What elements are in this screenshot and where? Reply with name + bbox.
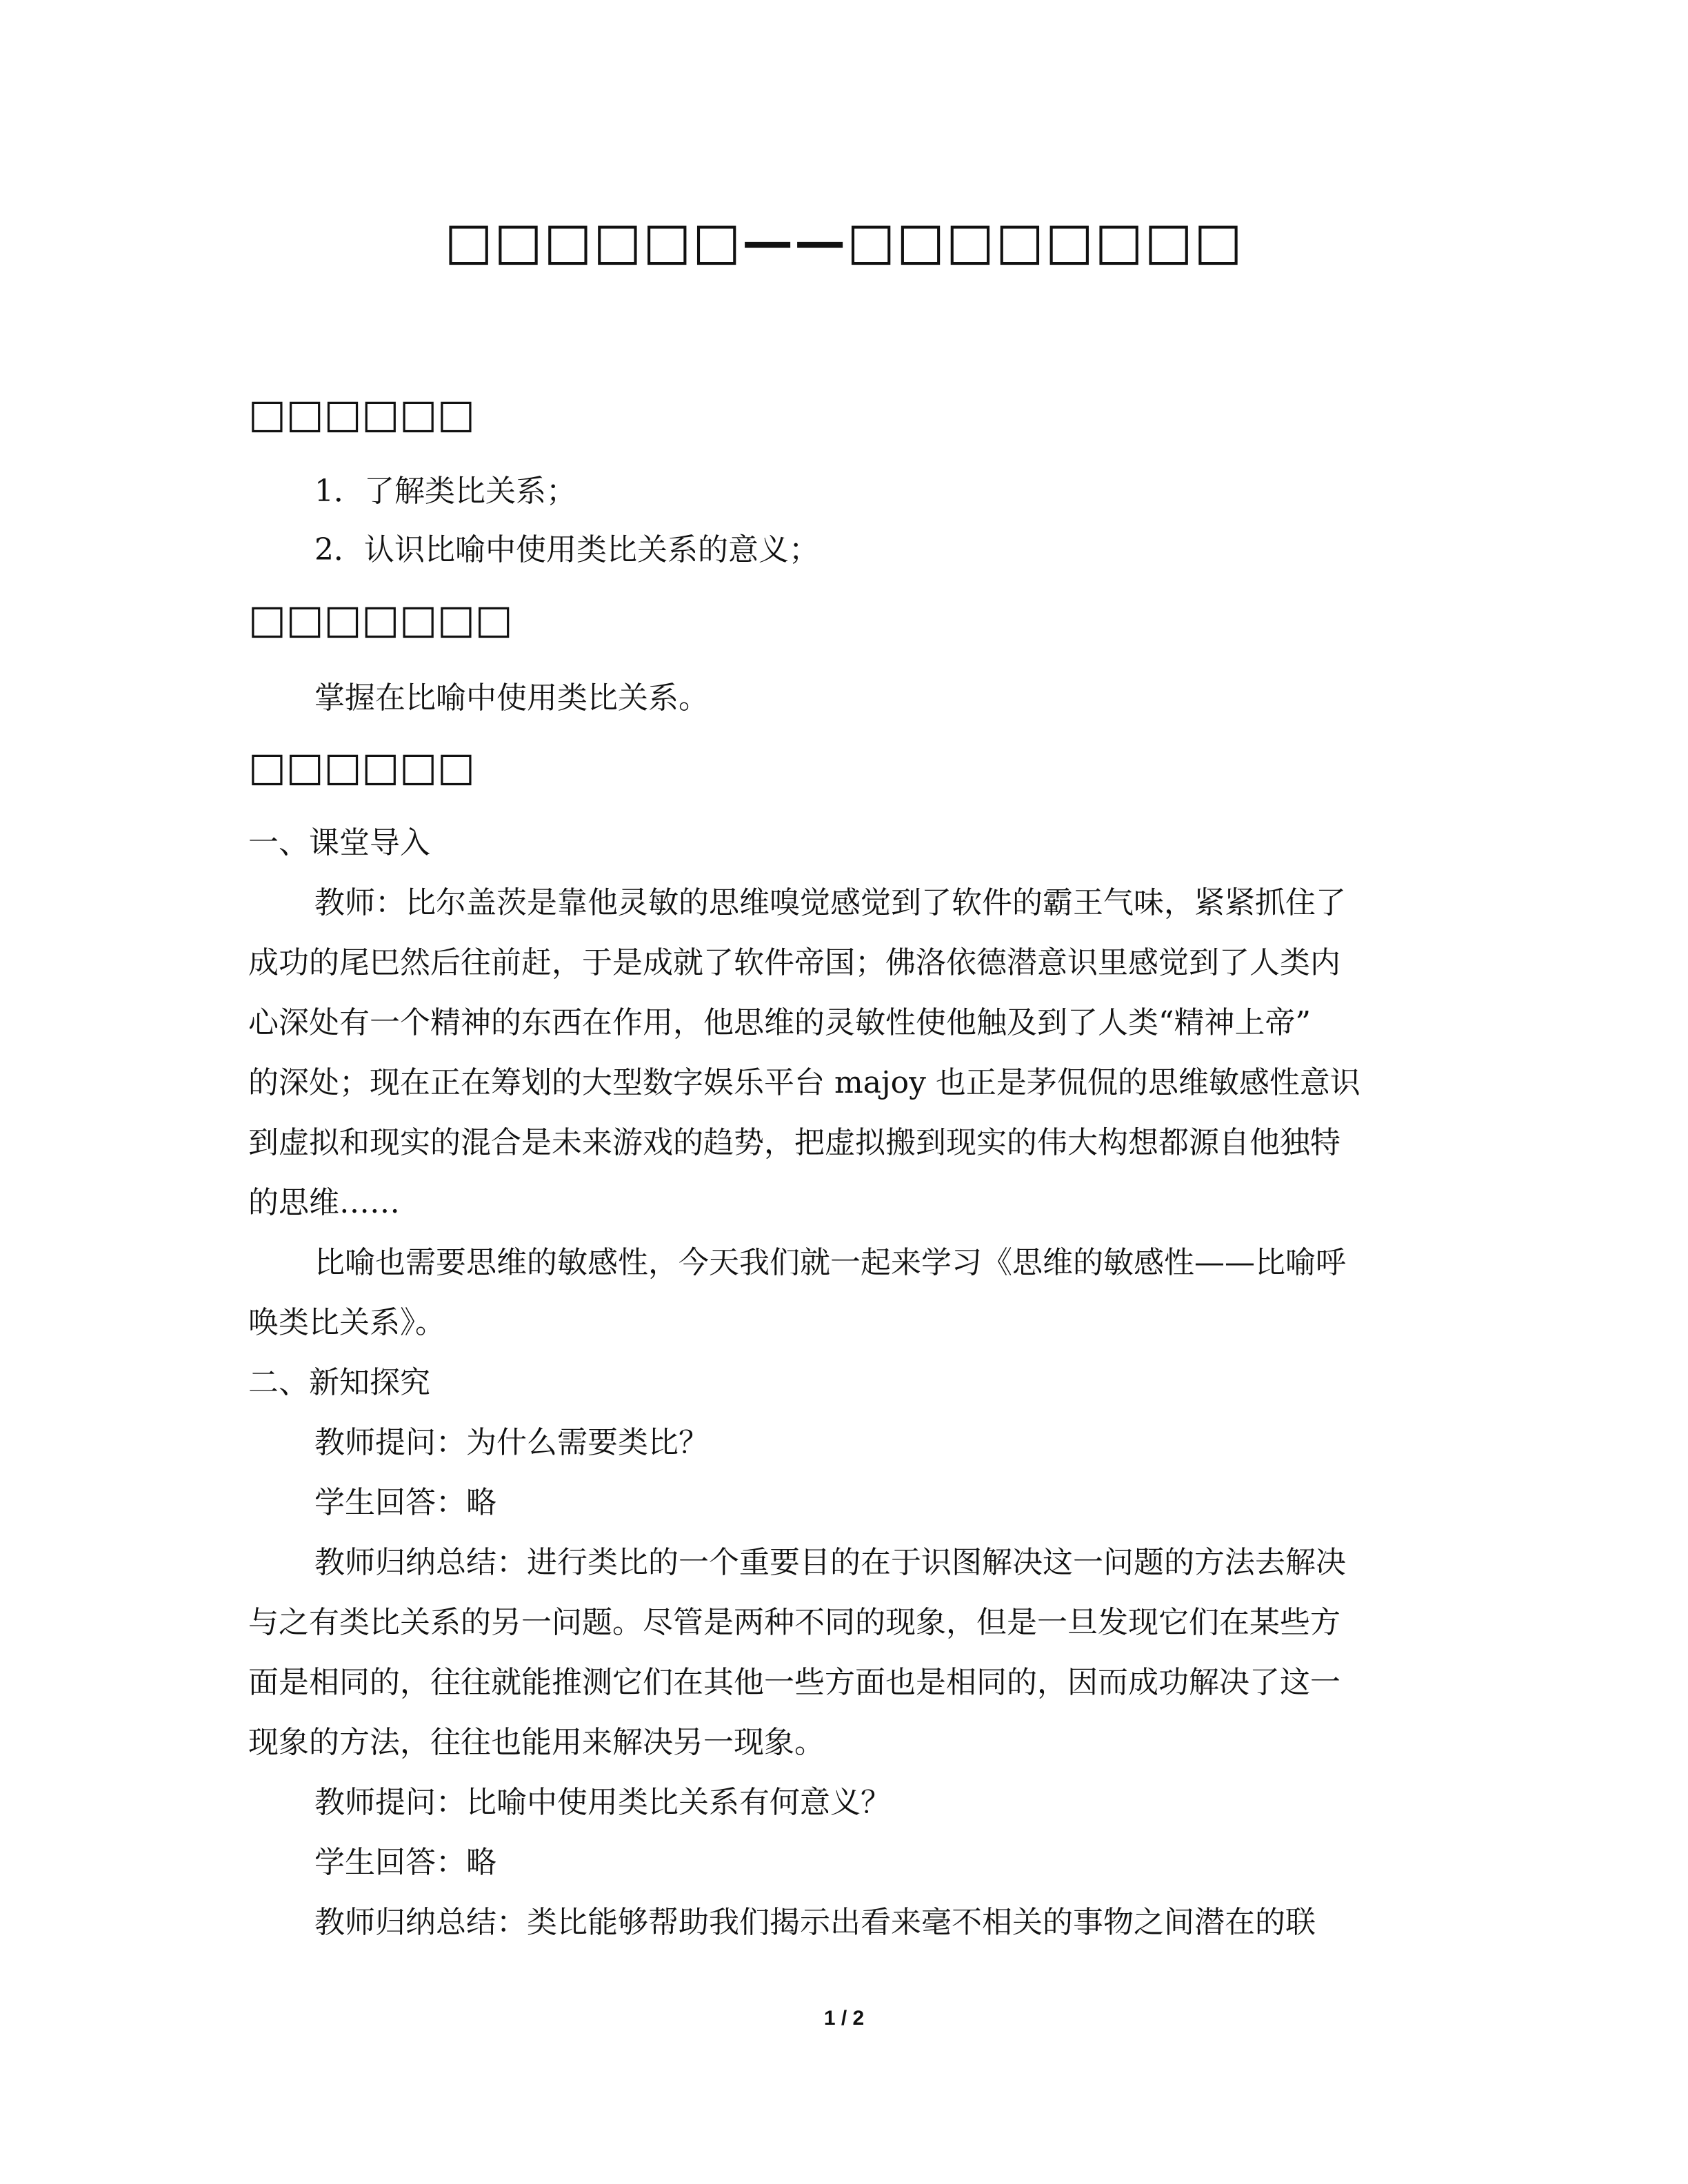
subsection-heading: 一、课堂导入 [248, 825, 430, 860]
section-heading-objectives: □□□□□□ [248, 390, 475, 437]
paragraph-line: 到虚拟和现实的混合是未来游戏的趋势，把虚拟搬到现实的伟大构想都源自他独特 [248, 1125, 1340, 1160]
paragraph-line: 的思维…… [248, 1185, 400, 1220]
document-title: □□□□□□——□□□□□□□□ [444, 212, 1244, 271]
section-heading-key-points: □□□□□□□ [248, 596, 513, 643]
subsection-heading: 二、新知探究 [248, 1365, 430, 1400]
page-number: 1 / 2 [823, 2007, 865, 2030]
paragraph-line: 教师归纳总结：类比能够帮助我们揭示出看来毫不相关的事物之间潜在的联 [314, 1905, 1316, 1940]
paragraph-line: 教师归纳总结：进行类比的一个重要目的在于识图解决这一问题的方法去解决 [314, 1545, 1346, 1580]
paragraph-line: 与之有类比关系的另一问题。尽管是两种不同的现象，但是一旦发现它们在某些方 [248, 1605, 1340, 1640]
paragraph-line: 现象的方法，往往也能用来解决另一现象。 [248, 1725, 825, 1760]
paragraph-line: 唤类比关系》。 [248, 1305, 445, 1340]
paragraph-line: 学生回答：略 [314, 1485, 496, 1520]
paragraph-line: 教师提问：比喻中使用类比关系有何意义？ [314, 1785, 891, 1820]
paragraph-line: 面是相同的，往往就能推测它们在其他一些方面也是相同的，因而成功解决了这一 [248, 1665, 1340, 1700]
objective-item: 2．认识比喻中使用类比关系的意义； [314, 532, 819, 567]
paragraph-line: 比喻也需要思维的敏感性，今天我们就一起来学习《思维的敏感性——比喻呼 [314, 1245, 1346, 1280]
key-point-text: 掌握在比喻中使用类比关系。 [314, 680, 709, 716]
paragraph-line: 的深处；现在正在筹划的大型数字娱乐平台 majoy 也正是茅侃侃的思维敏感性意识 [248, 1065, 1360, 1100]
paragraph-line: 心深处有一个精神的东西在作用，他思维的灵敏性使他触及到了人类“精神上帝” [248, 1005, 1311, 1040]
objective-item: 1．了解类比关系； [314, 474, 576, 509]
paragraph-line: 学生回答：略 [314, 1845, 496, 1880]
section-heading-process: □□□□□□ [248, 743, 475, 790]
paragraph-line: 成功的尾巴然后往前赶，于是成就了软件帝国；佛洛依德潜意识里感觉到了人类内 [248, 945, 1340, 980]
paragraph-line: 教师提问：为什么需要类比？ [314, 1425, 709, 1460]
paragraph-line: 教师：比尔盖茨是靠他灵敏的思维嗅觉感觉到了软件的霸王气味，紧紧抓住了 [314, 885, 1346, 920]
